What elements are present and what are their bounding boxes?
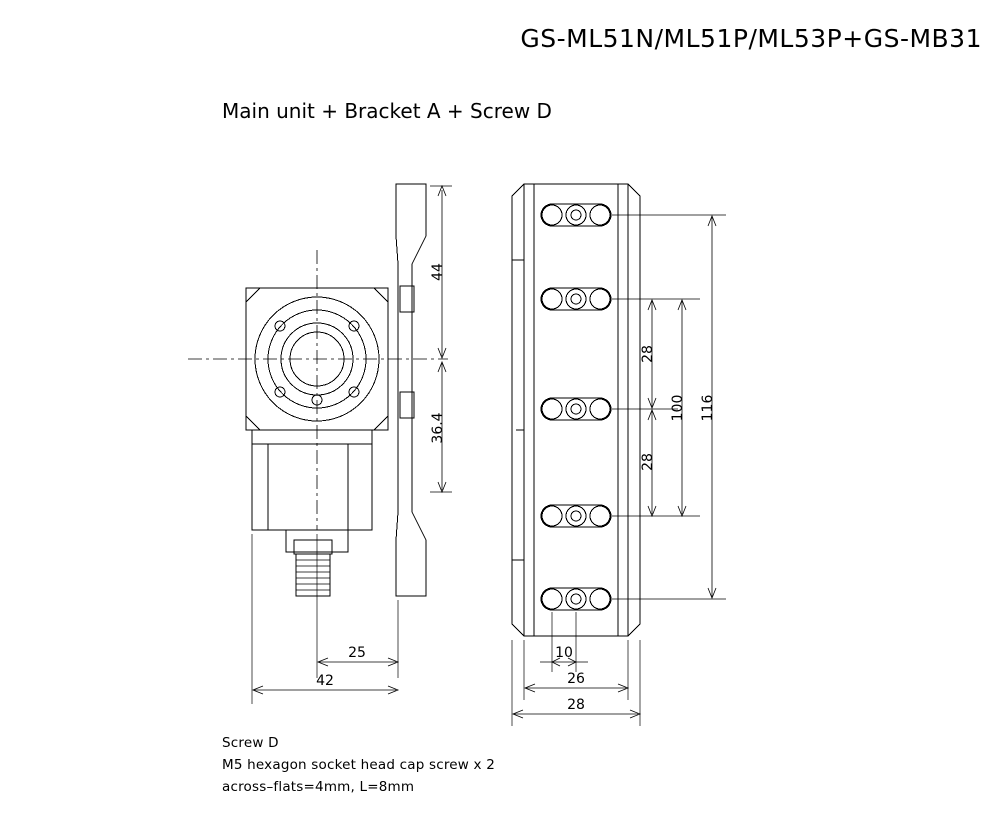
dim-36-4: 36.4 xyxy=(430,412,446,444)
note-screw-size: across–flats=4mm, L=8mm xyxy=(222,779,415,795)
dim-26: 26 xyxy=(567,671,585,687)
dim-116: 116 xyxy=(700,394,716,422)
page-title: GS-ML51N/ML51P/ML53P+GS-MB31 xyxy=(520,24,982,53)
dim-10: 10 xyxy=(555,645,573,661)
dim-44: 44 xyxy=(430,263,446,281)
front-view-geometry xyxy=(188,184,448,596)
dim-28-lower: 28 xyxy=(640,453,656,471)
side-view-geometry xyxy=(512,184,640,636)
drawing-subtitle: Main unit + Bracket A + Screw D xyxy=(222,99,552,123)
note-screw-title: Screw D xyxy=(222,735,279,751)
dim-28-width: 28 xyxy=(567,697,585,713)
dim-42: 42 xyxy=(316,673,334,689)
dim-28-upper: 28 xyxy=(640,345,656,363)
dim-25: 25 xyxy=(348,645,366,661)
dim-100: 100 xyxy=(670,394,686,422)
note-screw-spec: M5 hexagon socket head cap screw x 2 xyxy=(222,757,496,773)
front-view-dimensions xyxy=(252,186,452,704)
